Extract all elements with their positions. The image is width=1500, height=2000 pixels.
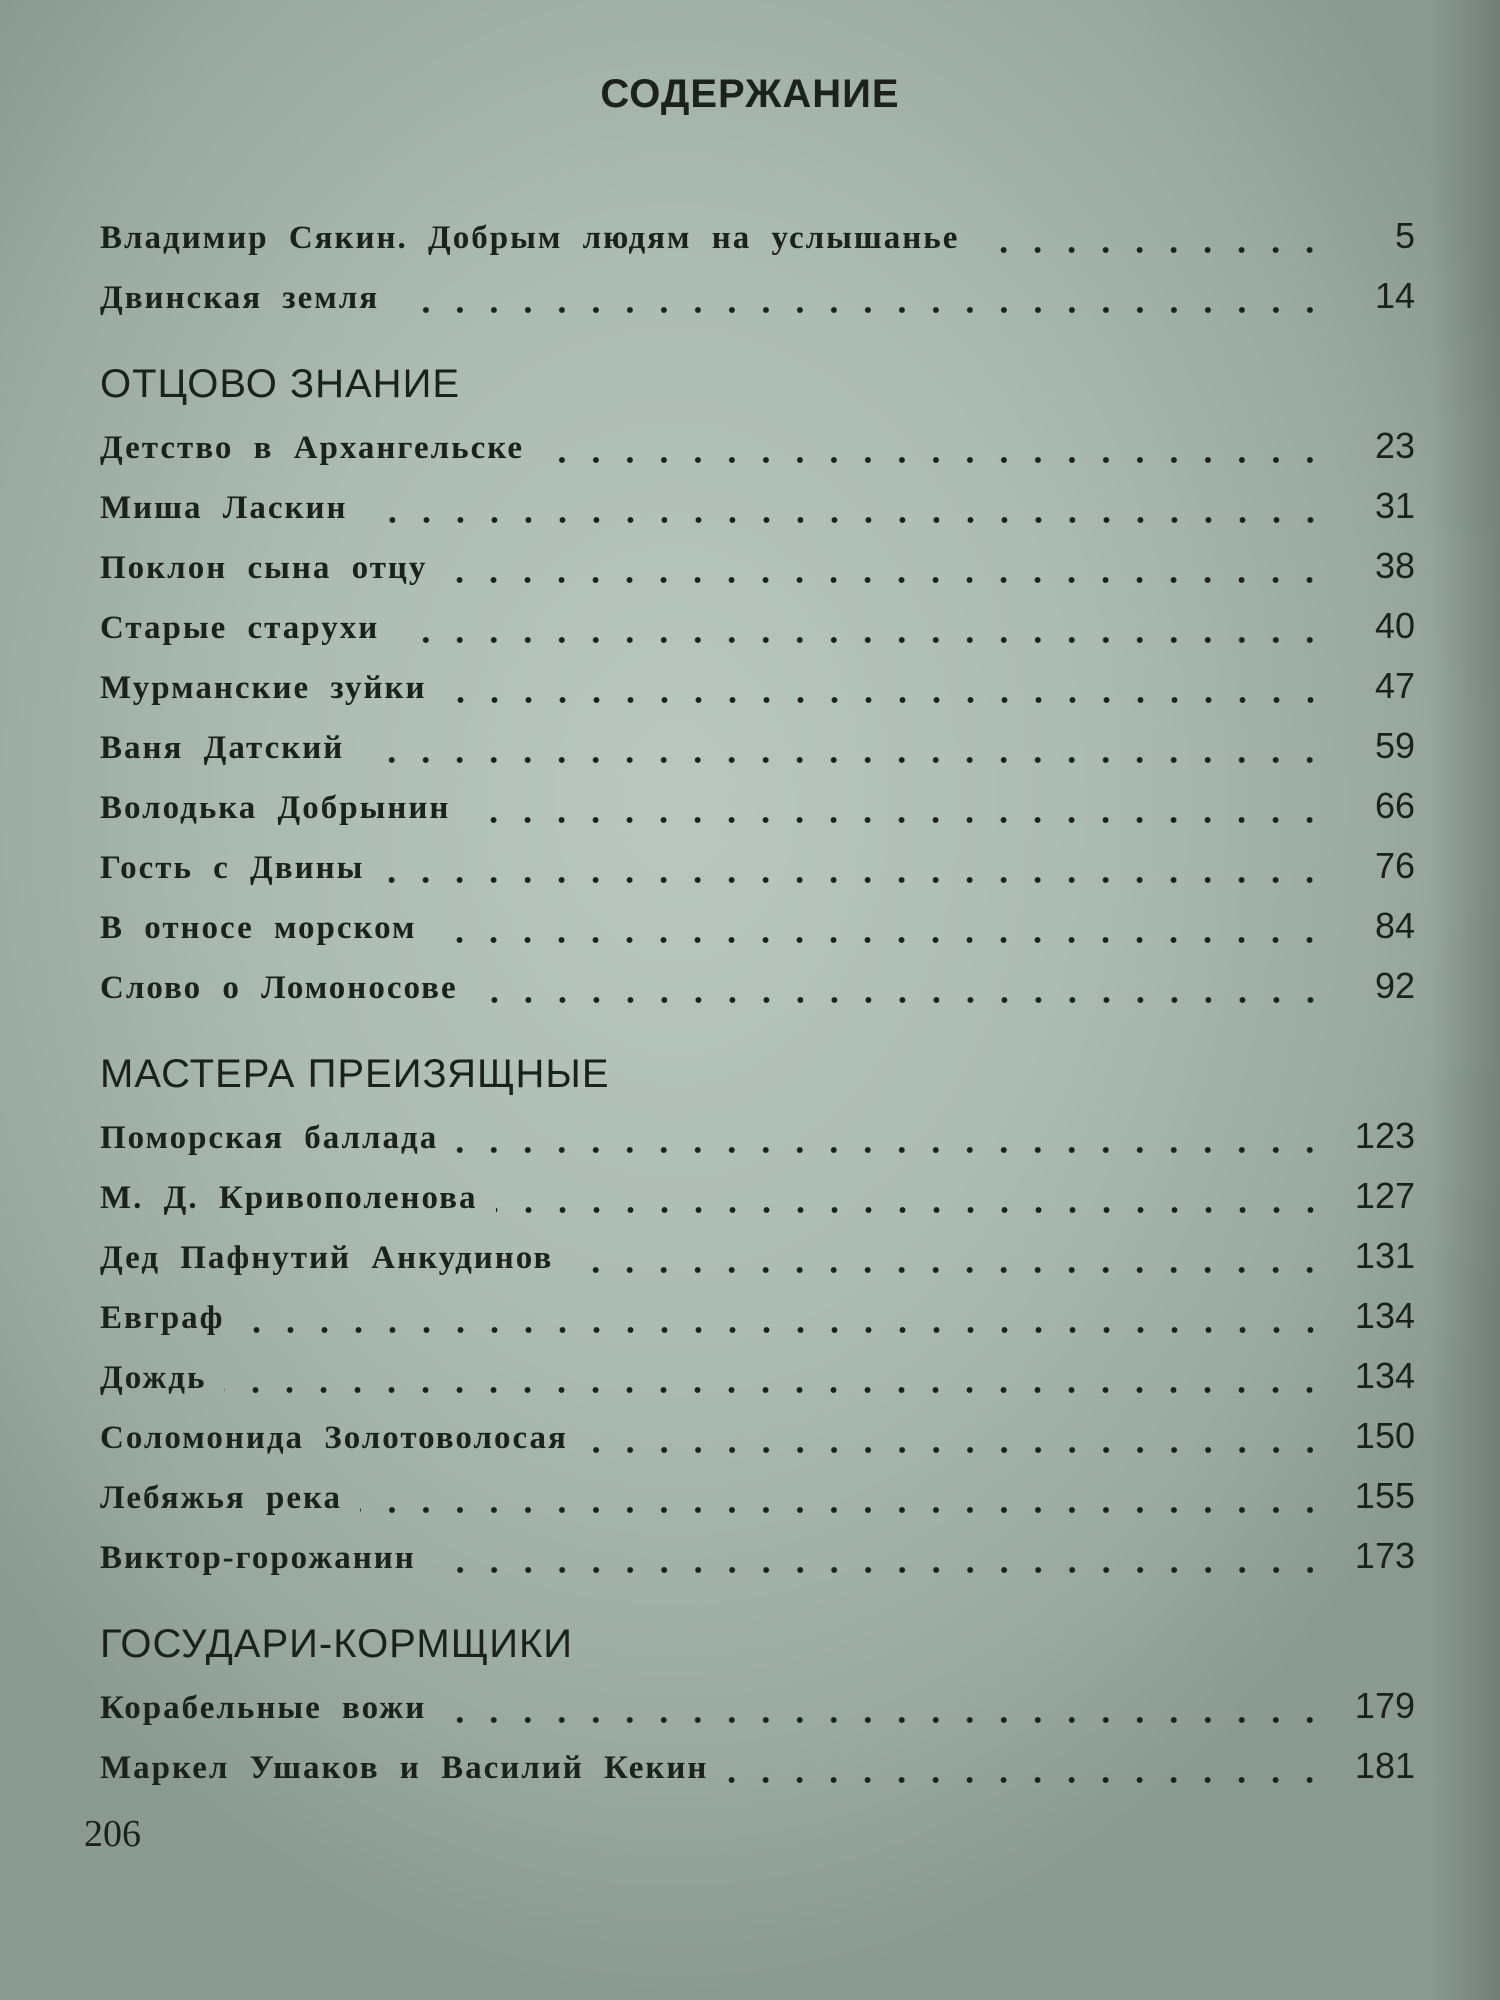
toc-entry-page: 5 [1394, 215, 1415, 256]
toc-entry-label: Виктор-горожанин [100, 1540, 416, 1576]
toc-entry-label: М. Д. Кривополенова [100, 1180, 478, 1216]
toc-entry-page: 123 [1354, 1115, 1415, 1156]
toc-entry [100, 1175, 1415, 1225]
toc-entry [100, 545, 1415, 595]
toc-entry-label: Соломонида Золотоволосая [100, 1420, 568, 1456]
toc-entry [100, 1415, 1415, 1465]
dot-leader [243, 1327, 1327, 1333]
toc-entry-page: 127 [1354, 1175, 1415, 1216]
toc-entry-label: Володька Добрынин [100, 790, 451, 826]
toc-entry [100, 965, 1415, 1015]
toc-entry-label: Мурманские зуйки [100, 670, 427, 706]
toc-entry-page: 38 [1374, 545, 1415, 586]
toc-entry-label: Поклон сына отцу [100, 550, 428, 586]
dot-leader [496, 1207, 1328, 1213]
toc-entry [100, 1685, 1415, 1735]
toc-entry-page: 66 [1374, 785, 1415, 826]
toc-entry-label: Старые старухи [100, 610, 380, 646]
toc-entry-page: 40 [1374, 605, 1415, 646]
toc-entry-page: 134 [1354, 1355, 1415, 1396]
toc-entry-label: В относе морском [100, 910, 417, 946]
section-heading: ОТЦОВО ЗНАНИЕ [100, 362, 460, 406]
toc-entry-page: 173 [1354, 1535, 1415, 1576]
toc-entry-page: 181 [1354, 1745, 1415, 1786]
dot-leader [571, 1267, 1327, 1273]
toc-entry-label: Лебяжья река [100, 1480, 343, 1516]
page-number: 206 [84, 1813, 141, 1855]
toc-entry-page: 23 [1374, 425, 1415, 466]
dot-leader [397, 637, 1327, 643]
toc-entry-page: 92 [1374, 965, 1415, 1006]
dot-leader [382, 877, 1327, 883]
dot-leader [434, 1567, 1327, 1573]
dot-leader [726, 1777, 1327, 1783]
toc-entry [100, 1355, 1415, 1405]
toc-entry-label: Ваня Датский [100, 730, 345, 766]
dot-leader [362, 757, 1327, 763]
dot-leader [456, 1147, 1327, 1153]
toc-entry-label: Слово о Ломоносове [100, 970, 458, 1006]
dot-leader [468, 817, 1327, 823]
section-heading: МАСТЕРА ПРЕИЗЯЩНЫЕ [100, 1052, 610, 1096]
toc-entry [100, 725, 1415, 775]
toc-entry-page: 76 [1374, 845, 1415, 886]
toc-entry-label: Детство в Архангельске [100, 430, 525, 466]
toc-entry [100, 1535, 1415, 1585]
dot-leader [224, 1387, 1327, 1393]
dot-leader [360, 1507, 1327, 1513]
toc-entry [100, 845, 1415, 895]
toc-entry-page: 179 [1354, 1685, 1415, 1726]
toc-entry-label: Дед Пафнутий Анкудинов [100, 1240, 554, 1276]
dot-leader [476, 997, 1327, 1003]
toc-entry-page: 84 [1374, 905, 1415, 946]
dot-leader [434, 937, 1327, 943]
toc-entry-page: 134 [1354, 1295, 1415, 1336]
toc-entry-page: 59 [1374, 725, 1415, 766]
dot-leader [397, 307, 1327, 313]
toc-entry [100, 425, 1415, 475]
toc-entry [100, 275, 1415, 325]
toc-entry-page: 14 [1374, 275, 1415, 316]
toc-entry [100, 785, 1415, 835]
dot-leader [445, 697, 1327, 703]
toc-entry-page: 131 [1354, 1235, 1415, 1276]
dot-leader [366, 517, 1327, 523]
toc-entry-label: Двинская земля [100, 280, 380, 316]
toc-entry-label: Миша Ласкин [100, 490, 348, 526]
dot-leader [586, 1447, 1327, 1453]
toc-entry-page: 150 [1354, 1415, 1415, 1456]
toc-entry-label: Поморская баллада [100, 1120, 439, 1156]
toc-entry-label: Владимир Сякин. Добрым людям на услышанье [100, 220, 960, 256]
dot-leader [542, 457, 1327, 463]
dot-leader [444, 1717, 1327, 1723]
toc-entry-page: 47 [1374, 665, 1415, 706]
toc-entry-page: 155 [1354, 1475, 1415, 1516]
toc-entry [100, 215, 1415, 265]
contents-title: СОДЕРЖАНИЕ [600, 72, 900, 116]
toc-entry-label: Дождь [100, 1360, 207, 1396]
toc-entry-label: Евграф [100, 1300, 225, 1336]
toc-entry [100, 485, 1415, 535]
toc-entry [100, 605, 1415, 655]
toc-entry [100, 1745, 1415, 1795]
toc-entry-label: Гость с Двины [100, 850, 365, 886]
toc-entry [100, 1115, 1415, 1165]
toc-entry [100, 665, 1415, 715]
toc-entry-page: 31 [1374, 485, 1415, 526]
toc-entry [100, 1475, 1415, 1525]
dot-leader [445, 577, 1327, 583]
dot-leader [977, 247, 1327, 253]
section-heading: ГОСУДАРИ-КОРМЩИКИ [100, 1622, 574, 1666]
toc-entry [100, 1235, 1415, 1285]
toc-entry-label: Корабельные вожи [100, 1690, 427, 1726]
toc-entry-label: Маркел Ушаков и Василий Кекин [100, 1750, 709, 1786]
toc-entry [100, 905, 1415, 955]
toc-entry [100, 1295, 1415, 1345]
